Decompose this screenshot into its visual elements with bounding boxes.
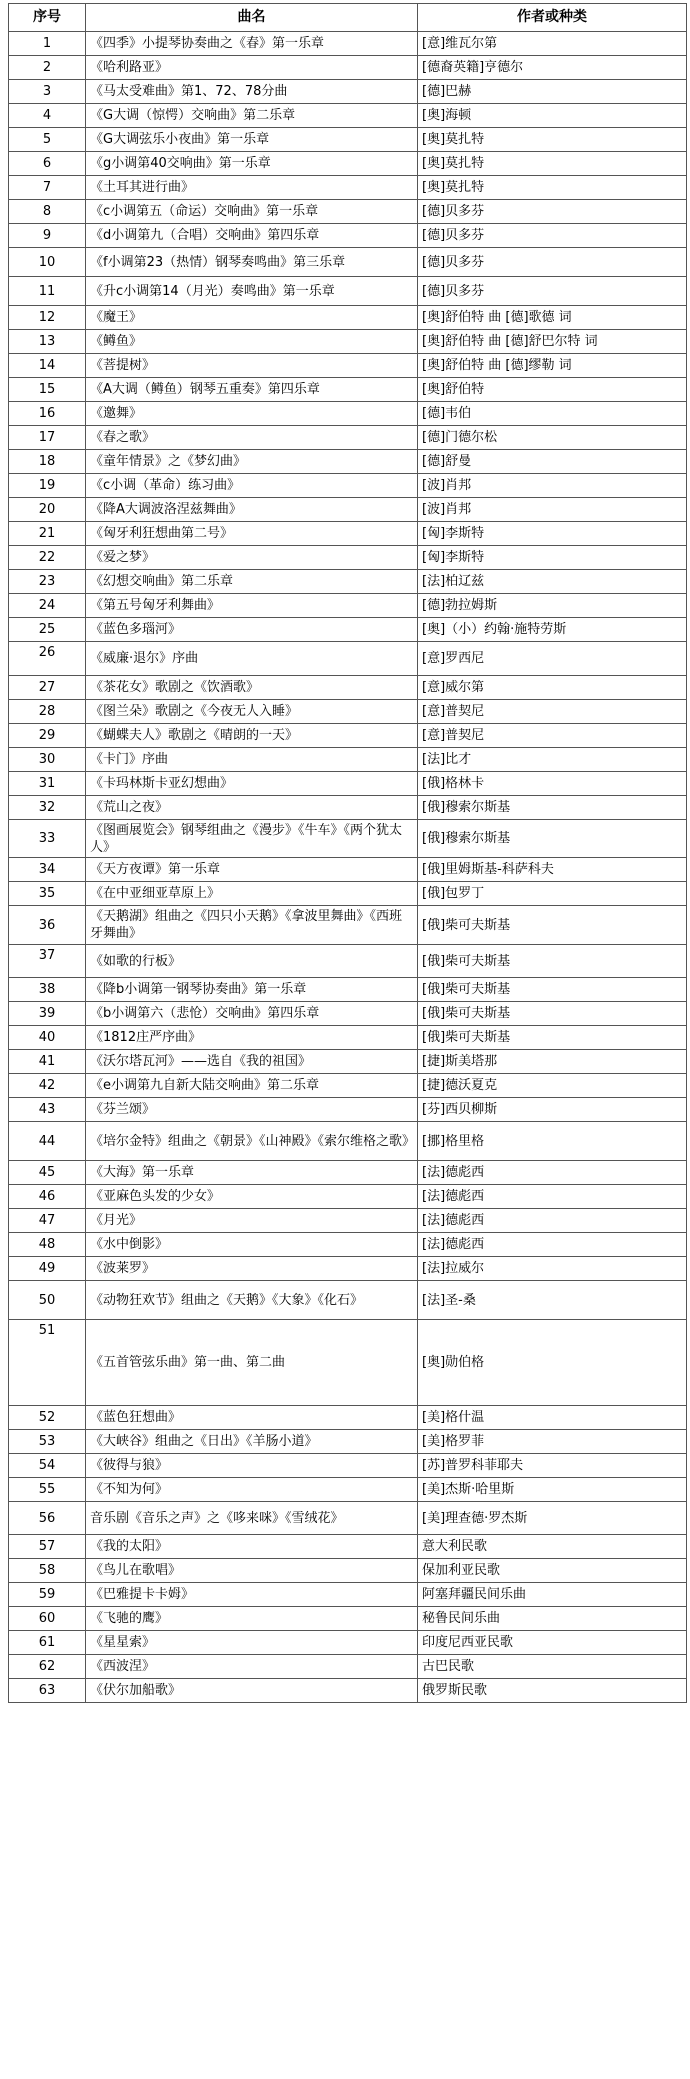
row-author: [俄]柴可夫斯基: [418, 945, 687, 978]
row-number: 58: [9, 1559, 86, 1583]
row-title: 《卡门》序曲: [86, 748, 418, 772]
row-title: 《亚麻色头发的少女》: [86, 1185, 418, 1209]
row-author: [俄]包罗丁: [418, 882, 687, 906]
table-row: [9, 700, 687, 724]
row-title: 《四季》小提琴协奏曲之《春》第一乐章: [86, 32, 418, 56]
table-row: [9, 200, 687, 224]
row-title: 《茶花女》歌剧之《饮酒歌》: [86, 676, 418, 700]
table-row: [9, 1430, 687, 1454]
table-row: [9, 618, 687, 642]
row-number: 1: [9, 32, 86, 56]
row-title: 《大峡谷》组曲之《日出》《羊肠小道》: [86, 1430, 418, 1454]
row-author: [奥]舒伯特: [418, 378, 687, 402]
row-number: 13: [9, 330, 86, 354]
row-number: 20: [9, 498, 86, 522]
row-author: [法]德彪西: [418, 1233, 687, 1257]
row-title: 《A大调（鳟鱼）钢琴五重奏》第四乐章: [86, 378, 418, 402]
row-author: [德]韦伯: [418, 402, 687, 426]
row-title: 《幻想交响曲》第二乐章: [86, 570, 418, 594]
table-row: [9, 1050, 687, 1074]
row-number: 60: [9, 1607, 86, 1631]
row-title: 《春之歌》: [86, 426, 418, 450]
row-title: 《b小调第六（悲怆）交响曲》第四乐章: [86, 1002, 418, 1026]
table-row: [9, 498, 687, 522]
table-row: [9, 1631, 687, 1655]
row-title: 《天方夜谭》第一乐章: [86, 858, 418, 882]
row-author: [意]普契尼: [418, 700, 687, 724]
row-title: 《月光》: [86, 1209, 418, 1233]
table-row: [9, 474, 687, 498]
row-author: [奥]海顿: [418, 104, 687, 128]
row-number: 4: [9, 104, 86, 128]
row-author: [挪]格里格: [418, 1122, 687, 1161]
row-title: 《第五号匈牙利舞曲》: [86, 594, 418, 618]
row-author: [意]维瓦尔第: [418, 32, 687, 56]
row-title: 《邀舞》: [86, 402, 418, 426]
row-number: 28: [9, 700, 86, 724]
table-row: [9, 104, 687, 128]
row-author: [德]巴赫: [418, 80, 687, 104]
row-number: 56: [9, 1502, 86, 1535]
row-title: 音乐剧《音乐之声》之《哆来咪》《雪绒花》: [86, 1502, 418, 1535]
table-row: [9, 1161, 687, 1185]
row-title: 《如歌的行板》: [86, 945, 418, 978]
row-author: [德]勃拉姆斯: [418, 594, 687, 618]
row-author: 保加利亚民歌: [418, 1559, 687, 1583]
row-author: [德]门德尔松: [418, 426, 687, 450]
row-author: [捷]德沃夏克: [418, 1074, 687, 1098]
row-author: [德]贝多芬: [418, 200, 687, 224]
row-title: 《魔王》: [86, 306, 418, 330]
row-title: 《c小调（革命）练习曲》: [86, 474, 418, 498]
row-number: 39: [9, 1002, 86, 1026]
row-author: [匈]李斯特: [418, 522, 687, 546]
row-number: 36: [9, 906, 86, 945]
row-author: [意]罗西尼: [418, 642, 687, 676]
table-row: [9, 1281, 687, 1320]
table-row: [9, 402, 687, 426]
row-author: [奥]舒伯特 曲 [德]歌德 词: [418, 306, 687, 330]
header-author: 作者或种类: [418, 4, 687, 32]
row-number: 62: [9, 1655, 86, 1679]
row-number: 31: [9, 772, 86, 796]
row-title: 《降b小调第一钢琴协奏曲》第一乐章: [86, 978, 418, 1002]
table-row: [9, 248, 687, 277]
row-author: [波]肖邦: [418, 474, 687, 498]
row-author: [美]格罗菲: [418, 1430, 687, 1454]
row-author: [法]德彪西: [418, 1209, 687, 1233]
row-title: 《水中倒影》: [86, 1233, 418, 1257]
row-author: [法]柏辽兹: [418, 570, 687, 594]
header-row: [9, 4, 687, 32]
table-row: [9, 1406, 687, 1430]
row-author: [德裔英籍]亨德尔: [418, 56, 687, 80]
row-author: [俄]柴可夫斯基: [418, 978, 687, 1002]
table-row: [9, 306, 687, 330]
row-title: 《哈利路亚》: [86, 56, 418, 80]
row-title: 《土耳其进行曲》: [86, 176, 418, 200]
row-author: [奥]舒伯特 曲 [德]缪勒 词: [418, 354, 687, 378]
table-row: [9, 642, 687, 676]
row-title: 《威廉·退尔》序曲: [86, 642, 418, 676]
table-row: [9, 176, 687, 200]
row-author: [法]比才: [418, 748, 687, 772]
table-row: [9, 1655, 687, 1679]
row-number: 22: [9, 546, 86, 570]
row-title: 《童年情景》之《梦幻曲》: [86, 450, 418, 474]
row-number: 21: [9, 522, 86, 546]
table-row: [9, 1002, 687, 1026]
row-author: [德]贝多芬: [418, 248, 687, 277]
row-number: 17: [9, 426, 86, 450]
row-title: 《五首管弦乐曲》第一曲、第二曲: [86, 1320, 418, 1406]
row-number: 9: [9, 224, 86, 248]
row-title: 《d小调第九（合唱）交响曲》第四乐章: [86, 224, 418, 248]
row-title: 《沃尔塔瓦河》——选自《我的祖国》: [86, 1050, 418, 1074]
row-number: 26: [9, 642, 86, 676]
row-number: 61: [9, 1631, 86, 1655]
row-number: 44: [9, 1122, 86, 1161]
row-number: 14: [9, 354, 86, 378]
row-author: [俄]穆索尔斯基: [418, 820, 687, 858]
row-number: 53: [9, 1430, 86, 1454]
row-author: [德]贝多芬: [418, 277, 687, 306]
row-number: 16: [9, 402, 86, 426]
row-number: 35: [9, 882, 86, 906]
row-title: 《我的太阳》: [86, 1535, 418, 1559]
row-number: 42: [9, 1074, 86, 1098]
table-row: [9, 56, 687, 80]
table-row: [9, 1535, 687, 1559]
table-row: [9, 676, 687, 700]
row-title: 《不知为何》: [86, 1478, 418, 1502]
row-number: 25: [9, 618, 86, 642]
table-row: [9, 426, 687, 450]
table-row: [9, 152, 687, 176]
table-row: [9, 522, 687, 546]
row-number: 3: [9, 80, 86, 104]
table-row: [9, 858, 687, 882]
row-title: 《荒山之夜》: [86, 796, 418, 820]
row-number: 34: [9, 858, 86, 882]
row-title: 《星星索》: [86, 1631, 418, 1655]
table-row: [9, 796, 687, 820]
row-author: 俄罗斯民歌: [418, 1679, 687, 1703]
table-row: [9, 772, 687, 796]
row-number: 7: [9, 176, 86, 200]
row-author: [美]理查德·罗杰斯: [418, 1502, 687, 1535]
table-body: [9, 32, 687, 1703]
row-number: 37: [9, 945, 86, 978]
table-row: [9, 1209, 687, 1233]
row-title: 《巴雅提卡卡姆》: [86, 1583, 418, 1607]
row-number: 55: [9, 1478, 86, 1502]
row-author: [俄]格林卡: [418, 772, 687, 796]
row-author: [奥]莫扎特: [418, 176, 687, 200]
table-row: [9, 1257, 687, 1281]
row-title: 《马太受难曲》第1、72、78分曲: [86, 80, 418, 104]
header-title: 曲名: [86, 4, 418, 32]
row-title: 《西波涅》: [86, 1655, 418, 1679]
table-row: [9, 945, 687, 978]
row-title: 《蝴蝶夫人》歌剧之《晴朗的一天》: [86, 724, 418, 748]
row-title: 《菩提树》: [86, 354, 418, 378]
row-title: 《1812庄严序曲》: [86, 1026, 418, 1050]
row-title: 《大海》第一乐章: [86, 1161, 418, 1185]
row-number: 40: [9, 1026, 86, 1050]
row-title: 《在中亚细亚草原上》: [86, 882, 418, 906]
table-row: [9, 1502, 687, 1535]
row-number: 19: [9, 474, 86, 498]
table-row: [9, 1098, 687, 1122]
table-row: [9, 128, 687, 152]
row-number: 51: [9, 1320, 86, 1406]
row-title: 《蓝色狂想曲》: [86, 1406, 418, 1430]
row-author: [奥]舒伯特 曲 [德]舒巴尔特 词: [418, 330, 687, 354]
row-number: 24: [9, 594, 86, 618]
table-row: [9, 1320, 687, 1406]
row-number: 54: [9, 1454, 86, 1478]
row-title: 《c小调第五（命运）交响曲》第一乐章: [86, 200, 418, 224]
table-row: [9, 354, 687, 378]
table-row: [9, 1122, 687, 1161]
row-author: [奥]勋伯格: [418, 1320, 687, 1406]
row-title: 《鳟鱼》: [86, 330, 418, 354]
row-number: 43: [9, 1098, 86, 1122]
row-title: 《图画展览会》钢琴组曲之《漫步》《牛车》《两个犹太人》: [86, 820, 418, 858]
row-title: 《f小调第23（热情）钢琴奏鸣曲》第三乐章: [86, 248, 418, 277]
table-row: [9, 724, 687, 748]
table-row: [9, 882, 687, 906]
row-number: 52: [9, 1406, 86, 1430]
row-author: [苏]普罗科菲耶夫: [418, 1454, 687, 1478]
row-title: 《图兰朵》歌剧之《今夜无人入睡》: [86, 700, 418, 724]
table-row: [9, 1185, 687, 1209]
row-title: 《g小调第40交响曲》第一乐章: [86, 152, 418, 176]
row-author: 秘鲁民间乐曲: [418, 1607, 687, 1631]
row-author: [法]拉威尔: [418, 1257, 687, 1281]
row-number: 49: [9, 1257, 86, 1281]
row-author: [德]贝多芬: [418, 224, 687, 248]
row-number: 23: [9, 570, 86, 594]
row-author: [奥]莫扎特: [418, 128, 687, 152]
row-title: 《动物狂欢节》组曲之《天鹅》《大象》《化石》: [86, 1281, 418, 1320]
row-author: [奥]（小）约翰·施特劳斯: [418, 618, 687, 642]
table-row: [9, 1607, 687, 1631]
table-row: [9, 594, 687, 618]
row-number: 33: [9, 820, 86, 858]
row-number: 38: [9, 978, 86, 1002]
row-number: 27: [9, 676, 86, 700]
row-title: 《卡玛林斯卡亚幻想曲》: [86, 772, 418, 796]
row-number: 30: [9, 748, 86, 772]
row-author: 古巴民歌: [418, 1655, 687, 1679]
table-row: [9, 1679, 687, 1703]
row-number: 47: [9, 1209, 86, 1233]
row-number: 32: [9, 796, 86, 820]
row-author: 意大利民歌: [418, 1535, 687, 1559]
row-number: 46: [9, 1185, 86, 1209]
table-row: [9, 450, 687, 474]
table-row: [9, 330, 687, 354]
row-title: 《彼得与狼》: [86, 1454, 418, 1478]
row-author: [波]肖邦: [418, 498, 687, 522]
table-row: [9, 1559, 687, 1583]
row-title: 《爱之梦》: [86, 546, 418, 570]
table-row: [9, 978, 687, 1002]
row-author: [意]威尔第: [418, 676, 687, 700]
row-number: 11: [9, 277, 86, 306]
row-number: 41: [9, 1050, 86, 1074]
row-author: [俄]穆索尔斯基: [418, 796, 687, 820]
row-title: 《升c小调第14（月光）奏鸣曲》第一乐章: [86, 277, 418, 306]
row-author: [美]格什温: [418, 1406, 687, 1430]
row-number: 2: [9, 56, 86, 80]
row-title: 《波莱罗》: [86, 1257, 418, 1281]
row-author: [捷]斯美塔那: [418, 1050, 687, 1074]
row-title: 《G大调（惊愕）交响曲》第二乐章: [86, 104, 418, 128]
table-row: [9, 80, 687, 104]
table-header: [9, 4, 687, 32]
table-row: [9, 546, 687, 570]
row-author: 印度尼西亚民歌: [418, 1631, 687, 1655]
row-author: [奥]莫扎特: [418, 152, 687, 176]
row-author: [美]杰斯·哈里斯: [418, 1478, 687, 1502]
row-author: [俄]柴可夫斯基: [418, 1026, 687, 1050]
row-author: [意]普契尼: [418, 724, 687, 748]
row-title: 《培尔金特》组曲之《朝景》《山神殿》《索尔维格之歌》: [86, 1122, 418, 1161]
table-row: [9, 1233, 687, 1257]
table-row: [9, 1074, 687, 1098]
row-number: 5: [9, 128, 86, 152]
row-number: 6: [9, 152, 86, 176]
table-row: [9, 820, 687, 858]
row-author: [匈]李斯特: [418, 546, 687, 570]
row-author: [芬]西贝柳斯: [418, 1098, 687, 1122]
row-number: 59: [9, 1583, 86, 1607]
row-number: 8: [9, 200, 86, 224]
row-number: 12: [9, 306, 86, 330]
row-title: 《匈牙利狂想曲第二号》: [86, 522, 418, 546]
row-title: 《蓝色多瑙河》: [86, 618, 418, 642]
row-title: 《降A大调波洛涅兹舞曲》: [86, 498, 418, 522]
table-row: [9, 1583, 687, 1607]
row-title: 《天鹅湖》组曲之《四只小天鹅》《拿波里舞曲》《西班牙舞曲》: [86, 906, 418, 945]
row-author: [法]德彪西: [418, 1161, 687, 1185]
table-row: [9, 570, 687, 594]
table-row: [9, 378, 687, 402]
table-row: [9, 748, 687, 772]
row-number: 18: [9, 450, 86, 474]
row-number: 63: [9, 1679, 86, 1703]
table-row: [9, 1026, 687, 1050]
row-number: 50: [9, 1281, 86, 1320]
row-title: 《鸟儿在歌唱》: [86, 1559, 418, 1583]
row-title: 《G大调弦乐小夜曲》第一乐章: [86, 128, 418, 152]
row-author: [俄]柴可夫斯基: [418, 906, 687, 945]
row-number: 10: [9, 248, 86, 277]
header-number: 序号: [9, 4, 86, 32]
table-row: [9, 1478, 687, 1502]
row-author: [俄]柴可夫斯基: [418, 1002, 687, 1026]
row-author: [法]圣-桑: [418, 1281, 687, 1320]
row-title: 《伏尔加船歌》: [86, 1679, 418, 1703]
row-title: 《e小调第九自新大陆交响曲》第二乐章: [86, 1074, 418, 1098]
row-author: [法]德彪西: [418, 1185, 687, 1209]
table-row: [9, 1454, 687, 1478]
row-title: 《飞驰的鹰》: [86, 1607, 418, 1631]
row-number: 48: [9, 1233, 86, 1257]
row-author: [德]舒曼: [418, 450, 687, 474]
table-row: [9, 277, 687, 306]
table-row: [9, 224, 687, 248]
row-author: 阿塞拜疆民间乐曲: [418, 1583, 687, 1607]
row-number: 45: [9, 1161, 86, 1185]
row-number: 29: [9, 724, 86, 748]
music-list-table: [8, 3, 687, 1703]
table-row: [9, 32, 687, 56]
row-number: 57: [9, 1535, 86, 1559]
row-title: 《芬兰颂》: [86, 1098, 418, 1122]
table-row: [9, 906, 687, 945]
row-author: [俄]里姆斯基-科萨科夫: [418, 858, 687, 882]
row-number: 15: [9, 378, 86, 402]
